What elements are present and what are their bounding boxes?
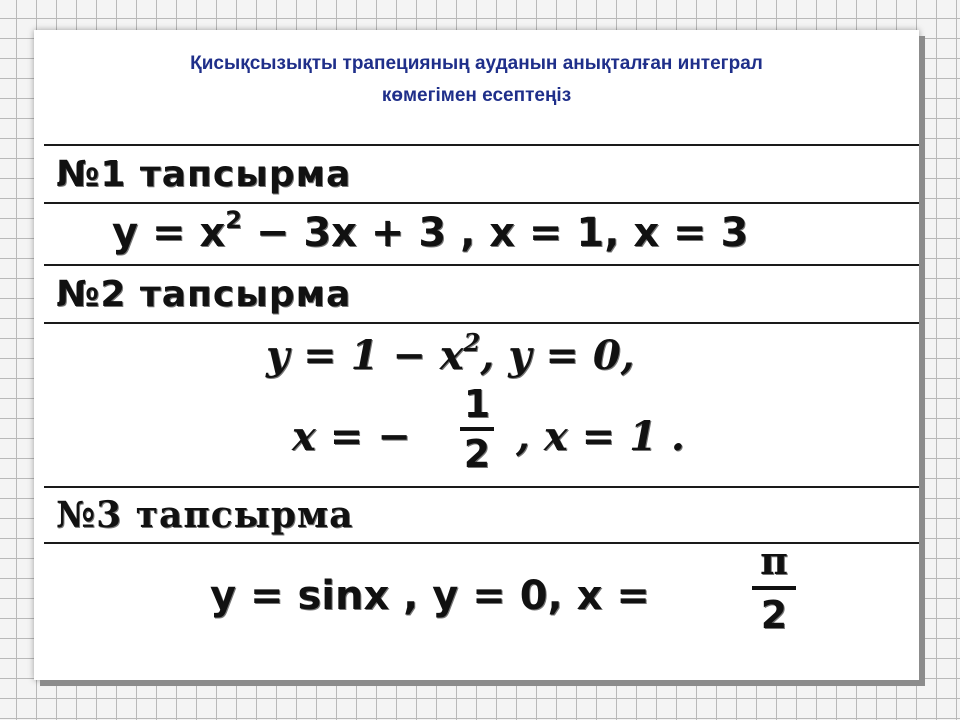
task-2-line-1-a: y = 1 − x (266, 332, 464, 379)
task-3-fraction-bar (752, 586, 796, 590)
task-2-formula-line-2-rhs: , x = 1 . (516, 413, 685, 460)
task-3-formula: y = sinx , y = 0, x = (210, 573, 650, 619)
divider-4 (44, 322, 919, 324)
task-1-y: y (112, 210, 139, 256)
divider-5 (44, 486, 919, 488)
slide-card (34, 30, 919, 680)
task-1-heading: №1 тапсырма (56, 154, 352, 195)
task-2-fraction-bar (460, 427, 494, 431)
task-3-fraction (752, 538, 796, 638)
divider-1 (44, 144, 919, 146)
task-2-line-1-exponent: 2 (463, 328, 481, 357)
task-2-line-1-b: , y = 0, (480, 332, 635, 379)
task-3-heading: №3 тапсырма (56, 494, 354, 536)
task-2-heading: №2 тапсырма (56, 274, 352, 315)
task-2-formula-line-2-lhs: x = − (292, 413, 411, 460)
task-2-formula-line-1 (266, 328, 635, 379)
task-1-part-a: = x (138, 210, 226, 256)
task-3-fraction-numerator: π (760, 538, 788, 583)
task-2-fraction-numerator: 1 (463, 382, 491, 426)
task-3-fraction-denominator: 2 (760, 593, 788, 637)
slide-title-line-2: көмегімен есептеңіз (381, 85, 572, 106)
divider-3 (44, 264, 919, 266)
task-1-part-b: − 3x + 3 , x = 1, x = 3 (241, 210, 749, 256)
task-2-fraction (460, 383, 494, 475)
task-1-exponent: 2 (225, 206, 242, 234)
task-2-fraction-denominator: 2 (463, 432, 491, 476)
slide-title-line-1: Қисықсызықты трапецияның ауданын анықталған интеграл (190, 53, 763, 74)
slide-title (34, 48, 919, 112)
task-1-formula (112, 206, 749, 256)
divider-2 (44, 202, 919, 204)
